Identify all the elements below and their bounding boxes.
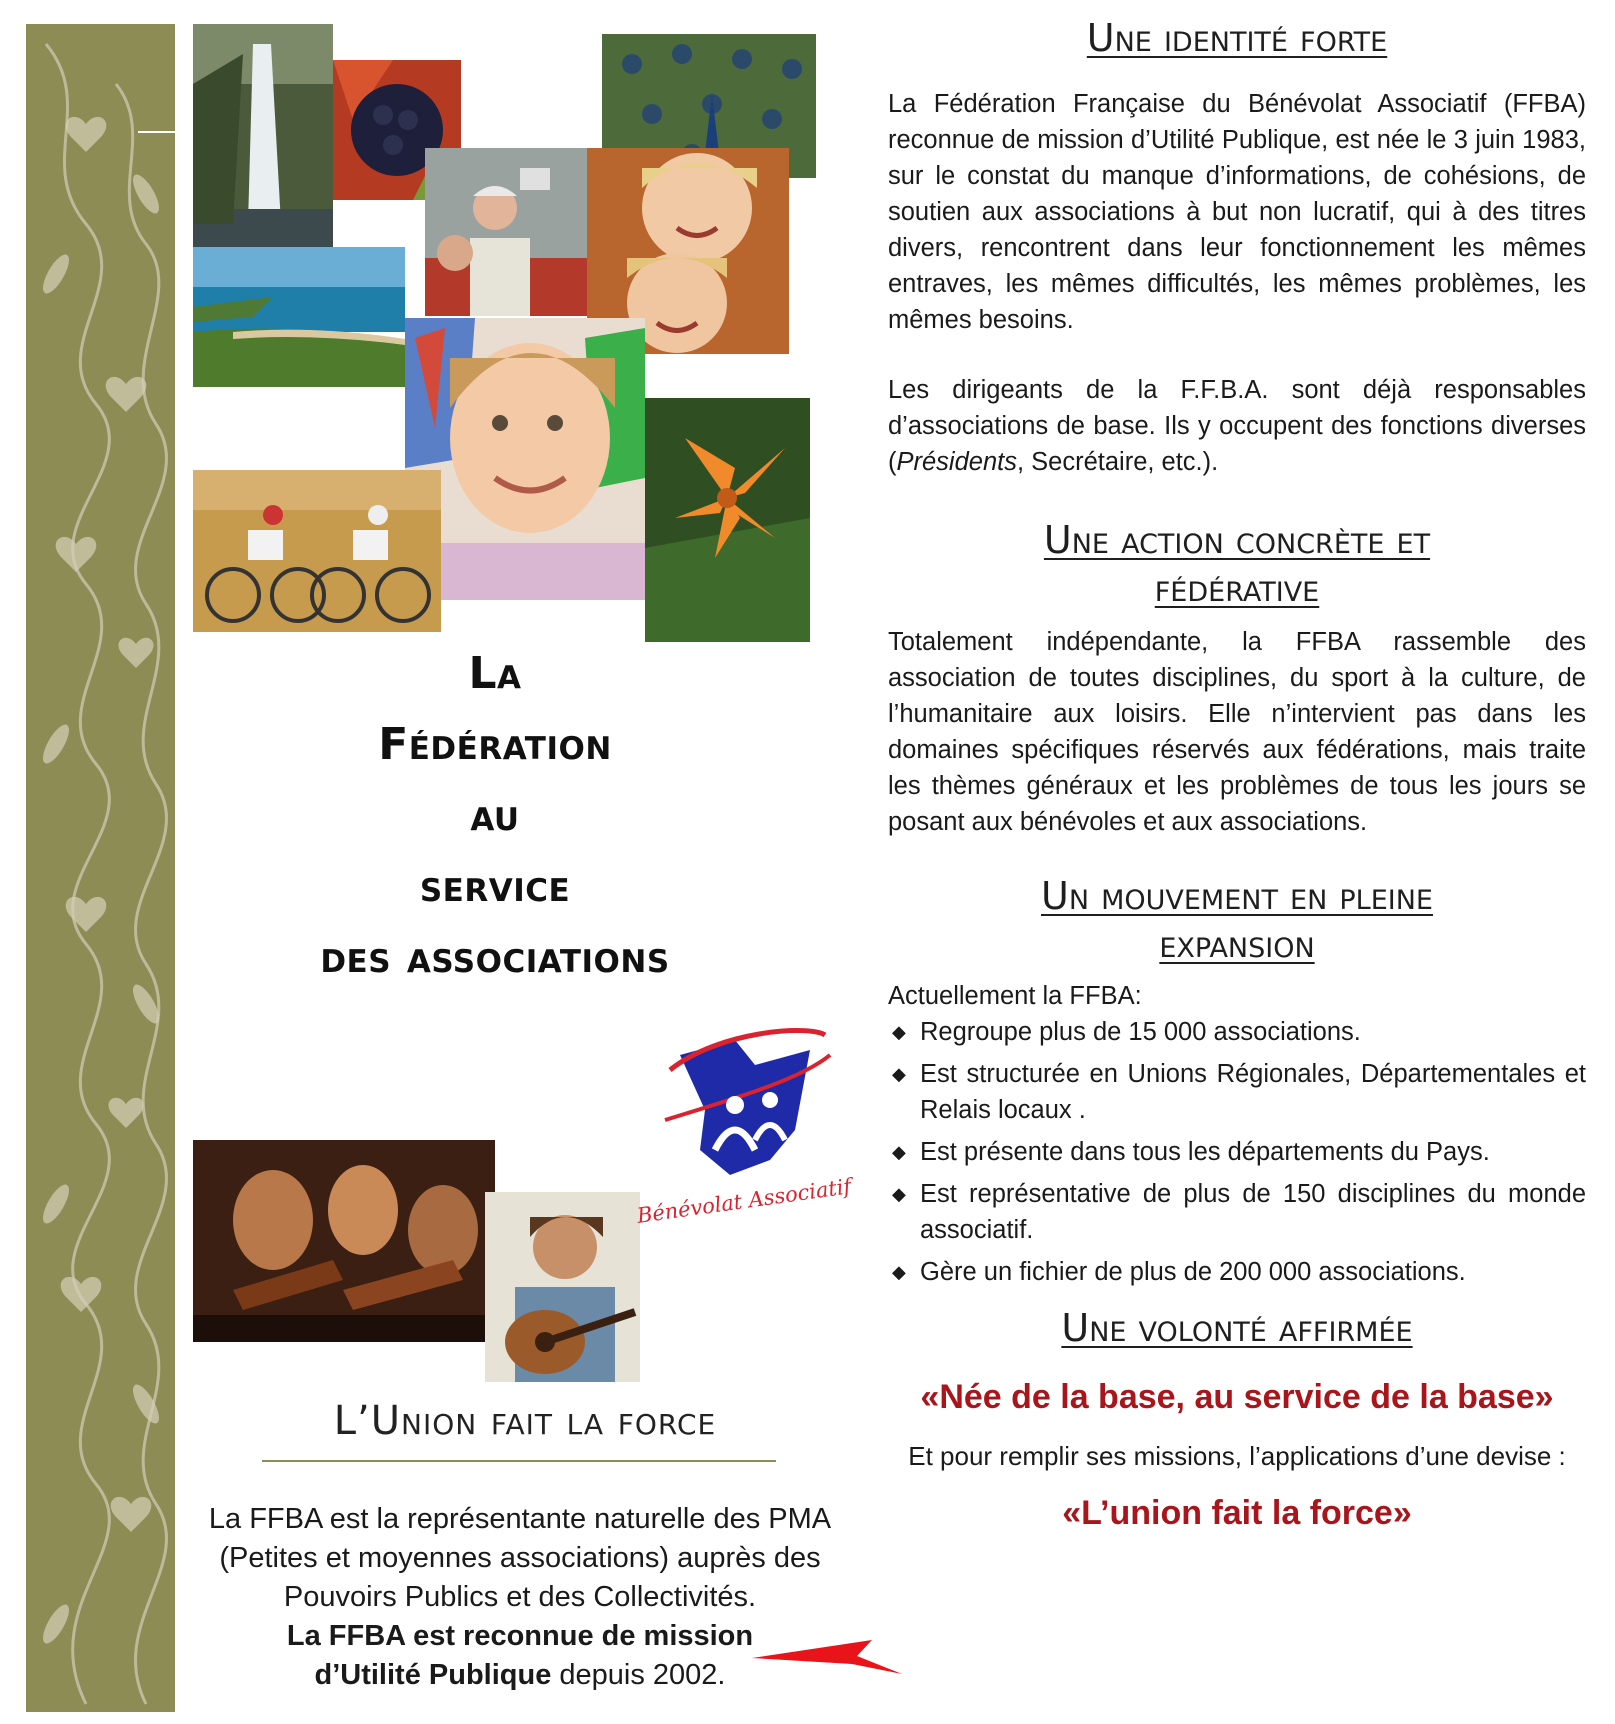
section-title: Une volonté affirmée <box>1061 1306 1413 1350</box>
right-column <box>888 14 1586 1533</box>
section-title: Une identité forte <box>1086 16 1388 60</box>
union-text-line: Pouvoirs Publics et des Collectivités. <box>283 1581 757 1613</box>
bullet-list <box>888 1014 1586 1290</box>
union-heading: L’Union fait la force <box>333 1398 717 1444</box>
list-item: ◆ Est présente dans tous les départements du Pays. <box>888 1134 1586 1170</box>
devise-intro: Et pour remplir ses missions, l’applications d’une devise : <box>908 1441 1566 1471</box>
union-text-line: La FFBA est la représentante naturelle des PMA <box>208 1503 832 1535</box>
list-item: ◆ Est structurée en Unions Régionales, Départementales et Relais locaux . <box>888 1056 1586 1128</box>
red-arrow-icon <box>752 1638 904 1683</box>
main-title-line: au <box>470 790 520 841</box>
paragraph: La Fédération Française du Bénévolat Associatif (FFBA) reconnue de mission d’Utilité Publique, est née le 3 juin 1983, sur le constat du manque d’informations, de cohésions, de soutien aux associations à but non lucratif, qui à des titres divers, rencontrent dans leur fonctionnement les mêmes entraves, les mêmes difficultés, les mêmes problèmes, les mêmes besoins. <box>888 90 1586 334</box>
union-text-line: (Petites et moyennes associations) auprès des <box>219 1542 821 1574</box>
list-item: ◆ Regroupe plus de 15 000 associations. <box>888 1014 1586 1050</box>
list-item: ◆ Est représentative de plus de 150 disciplines du monde associatif. <box>888 1176 1586 1248</box>
paragraph: Totalement indépendante, la FFBA rassemble des association de toutes disciplines, du sport à la culture, de l’humanitaire aux loisirs. Elle n’intervient pas dans les domaines spécifiques réservés aux fédérations, mais traite les thèmes généraux et les problèmes de tous les jours se posant aux bénévoles et aux associations. <box>888 628 1586 836</box>
photo-beach <box>193 247 405 387</box>
main-title-line: Fédération <box>378 719 612 770</box>
divider <box>262 1460 776 1462</box>
photo-orange-lily <box>645 398 810 642</box>
photo-child-painted-hands <box>405 318 645 600</box>
main-title <box>200 638 790 993</box>
band-tick-mark <box>138 131 176 133</box>
main-title-line: des associations <box>320 932 670 983</box>
section-title: Une action concrète et fédérative <box>1043 518 1431 610</box>
union-text <box>200 1500 840 1695</box>
union-text-bold-line: La FFBA est reconnue de mission <box>286 1620 754 1652</box>
paragraph: Les dirigeants de la F.F.B.A. sont déjà responsables d’associations de base. Ils y occupent des fonctions diverses (Présidents, Secrétaire, etc.). <box>888 376 1586 476</box>
photo-seniors-camera <box>425 148 587 316</box>
photo-guitarist <box>485 1192 640 1382</box>
decorative-side-band <box>26 24 175 1712</box>
main-title-line: La <box>468 648 522 699</box>
main-title-line: service <box>419 861 571 912</box>
section-title: Un mouvement en pleine expansion <box>1041 874 1433 966</box>
photo-waterfall <box>193 24 333 247</box>
quote: «Née de la base, au service de la base» <box>920 1378 1554 1416</box>
logo-text: Bénévolat Associatif <box>635 1174 853 1228</box>
ffba-logo <box>635 1010 853 1230</box>
list-item: ◆ Gère un fichier de plus de 200 000 associations. <box>888 1254 1586 1290</box>
photo-cyclists <box>193 470 441 632</box>
union-text-line: d’Utilité Publique depuis 2002. <box>314 1659 726 1691</box>
floral-ornament <box>26 24 175 1712</box>
photo-orchestra-violins <box>193 1140 495 1342</box>
quote: «L’union fait la force» <box>1062 1494 1412 1532</box>
paragraph: Actuellement la FFBA: <box>888 982 1142 1010</box>
